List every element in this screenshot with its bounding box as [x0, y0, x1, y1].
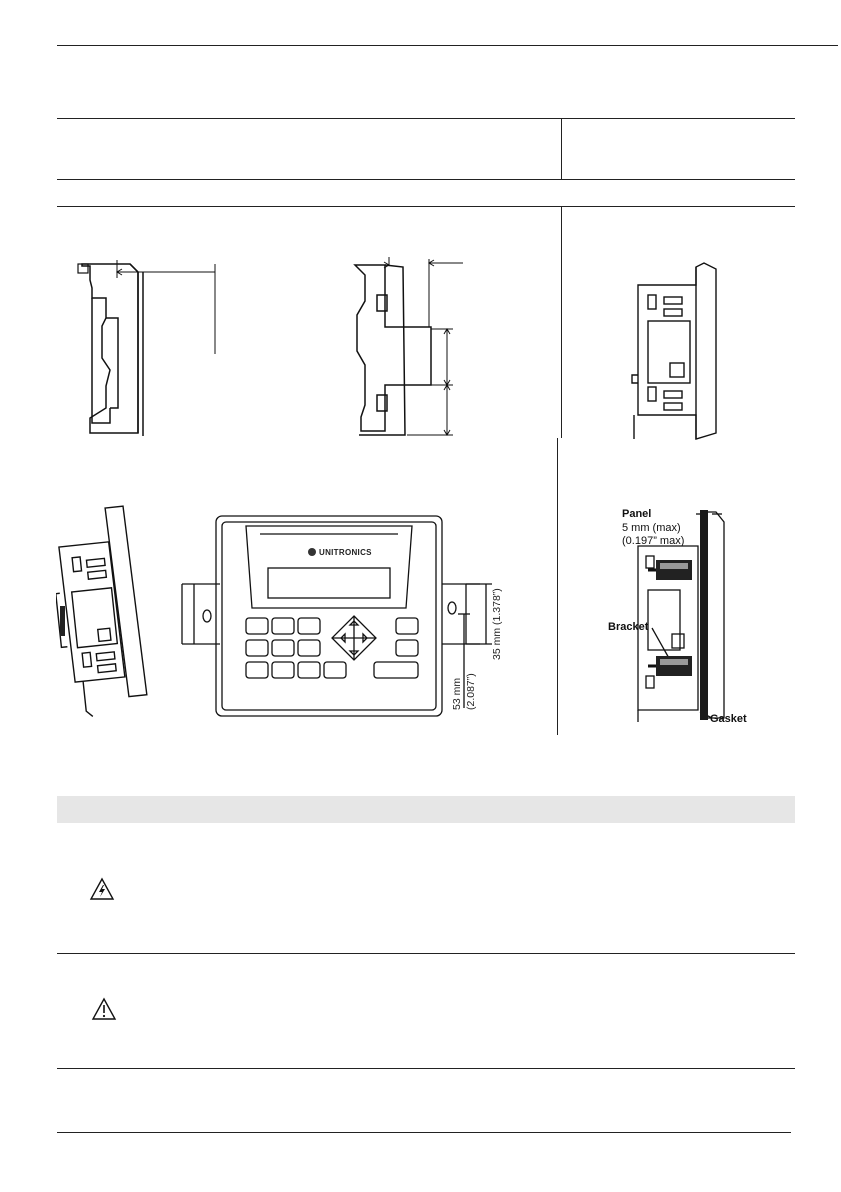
table-column-divider-mid — [561, 206, 562, 438]
rail-53-in-label: (2.087”) — [465, 673, 477, 710]
warning-separator-1 — [57, 953, 795, 954]
table-column-divider-top — [561, 118, 562, 179]
section-header-bar — [57, 796, 795, 823]
gasket-label: Gasket — [710, 713, 747, 725]
rail-53-mm-label: 53 mm — [451, 677, 463, 710]
table-top-rule — [57, 118, 795, 119]
panel-label: Panel — [622, 508, 652, 520]
brand-label: UNITRONICS — [319, 548, 372, 557]
side-profile-diagram — [70, 258, 230, 440]
footer-rule — [57, 1132, 791, 1133]
bracket-label: Bracket — [608, 621, 649, 633]
warning-separator-2 — [57, 1068, 795, 1069]
din-rail-tilted-diagram — [56, 502, 166, 722]
table-row-rule-2 — [57, 206, 795, 207]
side-profile-connector-diagram — [335, 255, 465, 441]
lightning-warning-icon — [89, 877, 115, 901]
table-column-divider-low — [557, 438, 558, 735]
header-rule — [57, 45, 838, 46]
screw-bracket-bottom — [648, 656, 692, 676]
rail-35-label: 35 mm (1.378”) — [491, 588, 503, 660]
panel-mount-diagram — [600, 500, 770, 730]
caution-triangle-icon — [91, 997, 117, 1021]
front-view-din-rail-diagram — [180, 512, 510, 742]
side-view-mounted-diagram — [630, 255, 722, 441]
panel-max-mm-label: 5 mm (max) — [622, 522, 681, 534]
panel-max-in-label: (0.197” max) — [622, 535, 685, 547]
table-row-rule-1 — [57, 179, 795, 180]
